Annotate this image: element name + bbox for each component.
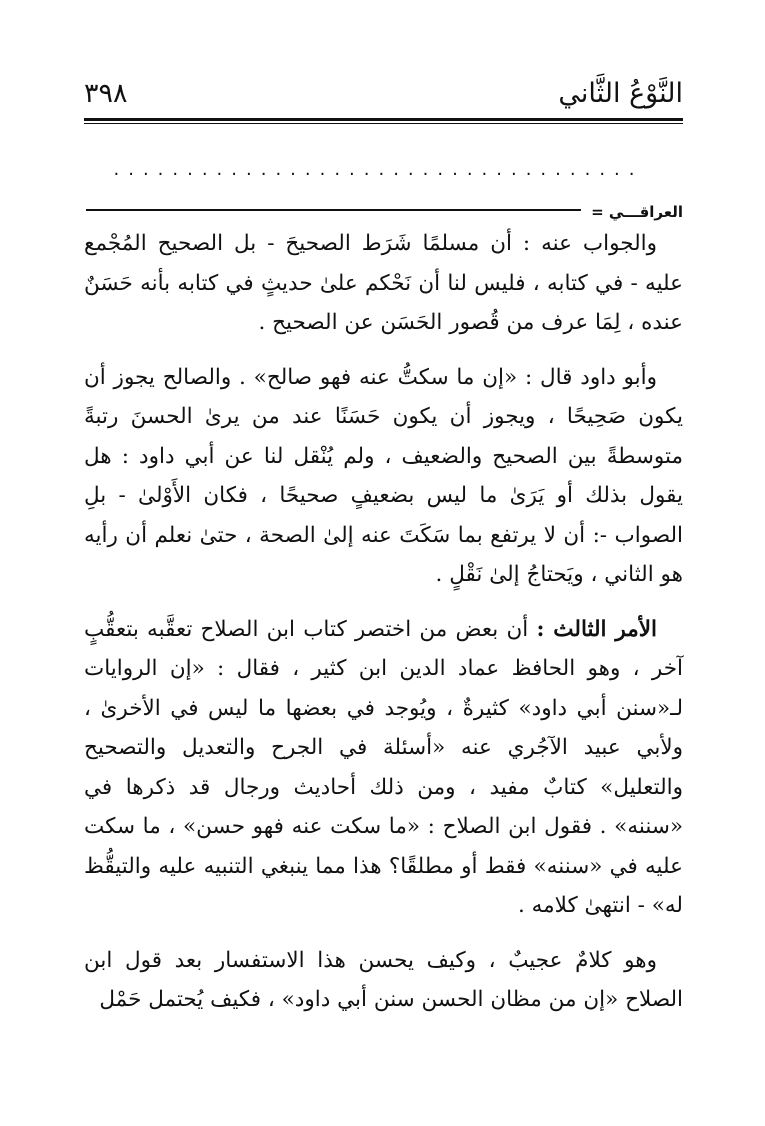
paragraph-text: أن بعض من اختصر كتاب ابن الصلاح تعقَّبه بتعقُّبٍ آخر ، وهو الحافظ عماد الدين ابن كثير ، فقال : «إن الروايات لـ«سنن أبي داود» كثيرةٌ ، ويُوجد في بعضها ما ليس في الأخرىٰ ، ولأبي عبيد الآجُري عنه «أسئلة في الجرح والتعديل والتصحيح والتعليل» كتابٌ مفيد ، ومن ذلك أحاديث ورجال قد ذكرها في «سننه» . فقول ابن الصلاح : «ما سكت عنه فهو حسن» ، ما سكت عليه في «سننه» فقط أو مطلقًا؟ هذا مما ينبغي التنبيه عليه والتيقُّظ له» - انتهىٰ كلامه . [84, 616, 683, 918]
paragraph-text: وأبو داود قال : «إن ما سكتُّ عنه فهو صالح» . والصالح يجوز أن يكون صَحِيحًا ، ويجوز أن يكون حَسَنًا عند من يرىٰ الحسنَ رتبةً متوسطةً بين الصحيح والضعيف ، ولم يُنْقل لنا عن أبي داود : هل يقول بذلك أو يَرَىٰ ما ليس بضعيفٍ صحيحًا ، فكان الأَوْلىٰ - بلِ الصواب -: أن لا يرتفع بما سَكَتَ عنه إلىٰ الصحة ، حتىٰ نعلم أن رأيه هو الثاني ، ويَحتاجُ إلىٰ نَقْلٍ . [84, 364, 683, 587]
section-label: العراقـــي = [591, 203, 683, 221]
dotted-separator: .................................... [113, 160, 644, 180]
section-rule [86, 209, 581, 211]
paragraph-text: والجواب عنه : أن مسلمًا شَرَط الصحيحَ - بل الصحيح المُجْمع عليه - في كتابه ، فليس لنا أن نَحْكم علىٰ حديثٍ في كتابه بأنه حَسَنٌ عنده ، لِمَا عرف من قُصور الحَسَن عن الصحيح . [84, 231, 683, 335]
paragraph-2 [84, 358, 683, 595]
section-label-row [86, 202, 683, 224]
paragraph-4 [84, 941, 683, 1020]
paragraph-1 [84, 224, 683, 343]
paragraph-3 [84, 610, 683, 926]
header-rule-thin [84, 123, 683, 124]
header-rule-thick [84, 118, 683, 121]
paragraph-text: وهو كلامٌ عجيبٌ ، وكيف يحسن هذا الاستفسار بعد قول ابن الصلاح «إن من مظان الحسن سنن أبي داود» ، فكيف يُحتمل حَمْل [84, 947, 683, 1012]
paragraph-lead-third-matter: الأمر الثالث : [536, 616, 658, 642]
running-title: النَّوْعُ الثَّاني [558, 78, 683, 109]
body-text [84, 224, 683, 1020]
page-header [84, 76, 683, 120]
page-number: ٣٩٨ [84, 78, 128, 109]
